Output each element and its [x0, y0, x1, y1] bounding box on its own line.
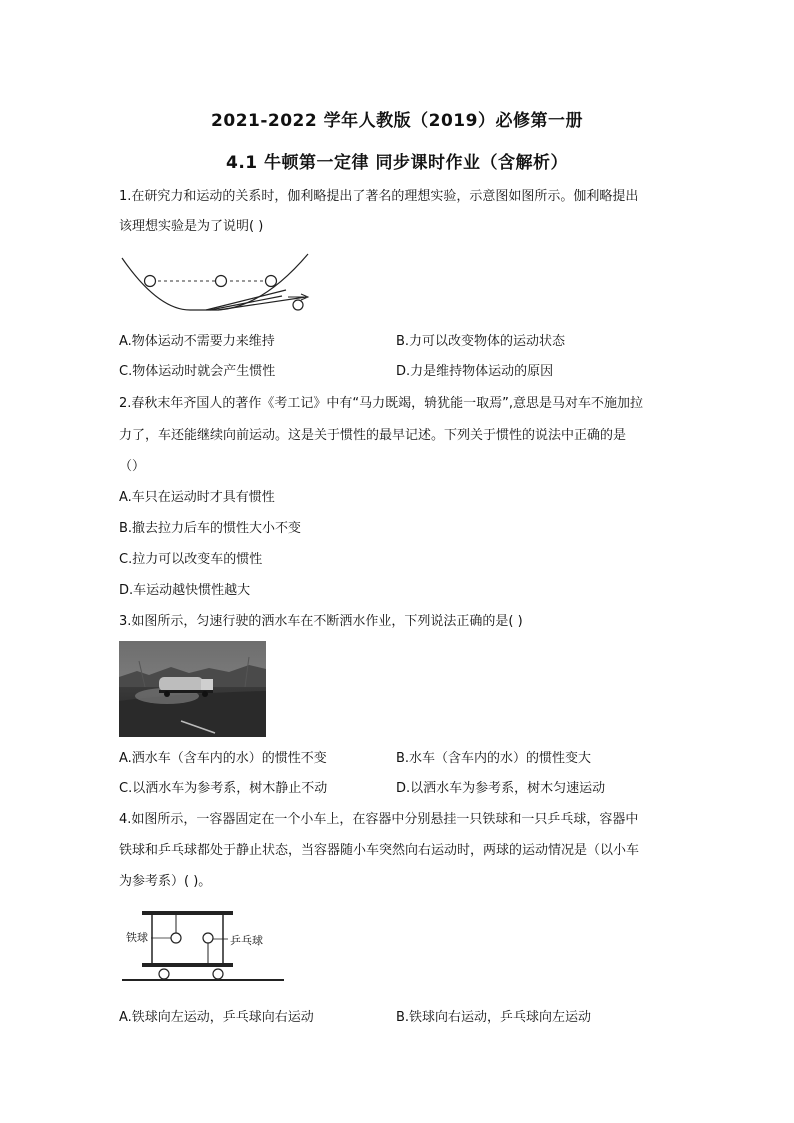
document-title: 2021-2022 学年人教版（2019）必修第一册 — [211, 111, 583, 131]
q1-option-b: B.力可以改变物体的运动状态 — [396, 334, 566, 349]
q1-option-c: C.物体运动时就会产生惯性 — [119, 364, 276, 379]
q4-stem-line-1: 4.如图所示，一容器固定在一个小车上，在容器中分别悬挂一只铁球和一只乒乓球，容器中 — [119, 812, 639, 827]
q4-option-b: B.铁球向右运动，乒乓球向左运动 — [396, 1010, 592, 1025]
q3-option-d: D.以洒水车为参考系，树木匀速运动 — [396, 781, 606, 796]
q3-option-c: C.以洒水车为参考系，树木静止不动 — [119, 781, 328, 796]
q2-option-a: A.车只在运动时才具有惯性 — [119, 490, 275, 505]
q3-option-b: B.水车（含车内的水）的惯性变大 — [396, 751, 592, 766]
q1-stem-line-2: 该理想实验是为了说明( ) — [119, 219, 264, 234]
q1-galileo-ramp-figure — [118, 252, 318, 320]
q3-stem-line-1: 3.如图所示，匀速行驶的洒水车在不断洒水作业，下列说法正确的是( ) — [119, 614, 523, 629]
q3-sprinkler-truck-photo — [119, 641, 266, 737]
q2-option-b: B.撤去拉力后车的惯性大小不变 — [119, 521, 302, 536]
q3-option-a: A.洒水车（含车内的水）的惯性不变 — [119, 751, 327, 766]
q4-stem-line-3: 为参考系）( )。 — [119, 874, 212, 889]
q2-stem-line-2: 力了，车还能继续向前运动。这是关于惯性的最早记述。下列关于惯性的说法中正确的是 — [119, 428, 627, 443]
q1-option-a: A.物体运动不需要力来维持 — [119, 334, 275, 349]
q2-stem-line-1: 2.春秋末年齐国人的著作《考工记》中有“马力既竭，辀犹能一取焉”,意思是马对车不施加拉 — [119, 396, 644, 411]
q4-container-cart-figure — [118, 905, 288, 983]
q4-ping-pong-ball-label: 乒乓球 — [230, 934, 263, 947]
q2-option-c: C.拉力可以改变车的惯性 — [119, 552, 263, 567]
q4-option-a: A.铁球向左运动，乒乓球向右运动 — [119, 1010, 314, 1025]
q4-iron-ball-label: 铁球 — [126, 931, 148, 944]
q1-stem-line-1: 1.在研究力和运动的关系时，伽利略提出了著名的理想实验，示意图如图所示。伽利略提出 — [119, 189, 639, 204]
document-subtitle: 4.1 牛顿第一定律 同步课时作业（含解析） — [226, 153, 568, 173]
q4-stem-line-2: 铁球和乒乓球都处于静止状态，当容器随小车突然向右运动时，两球的运动情况是（以小车 — [119, 843, 640, 858]
q2-option-d: D.车运动越快惯性越大 — [119, 583, 251, 598]
q1-option-d: D.力是维持物体运动的原因 — [396, 364, 554, 379]
q2-stem-line-3: （） — [119, 459, 146, 474]
